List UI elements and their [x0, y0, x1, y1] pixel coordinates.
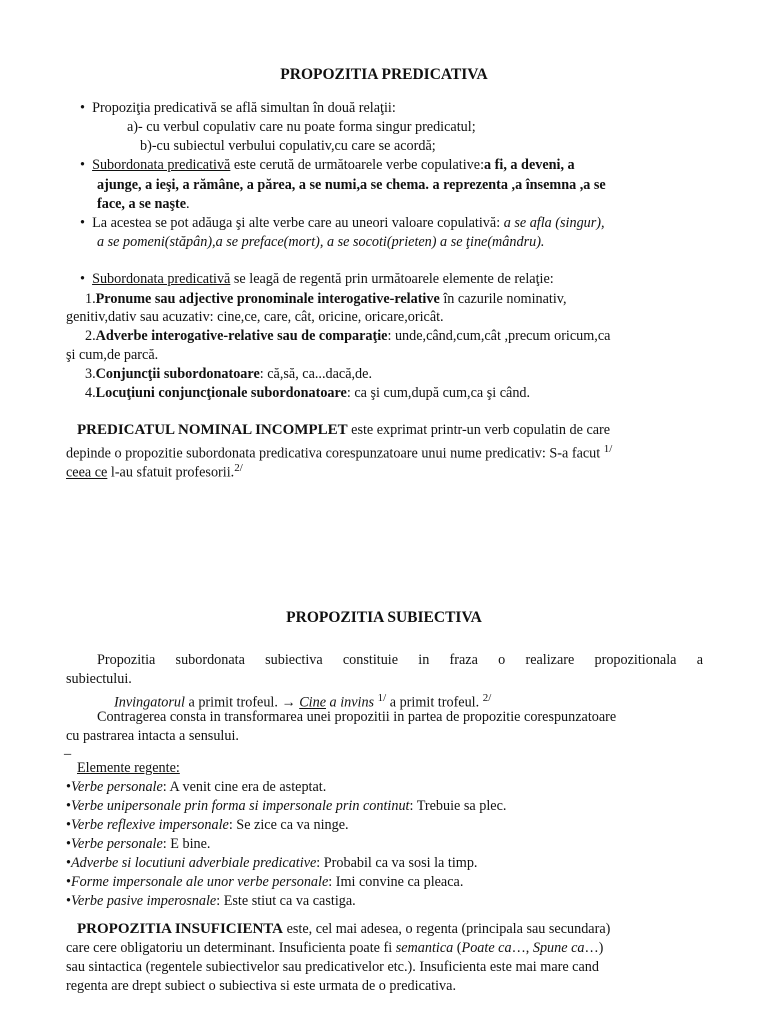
example-invins: a invins [326, 694, 378, 711]
example-text-2: a primit trofeul. [386, 694, 483, 711]
dash-mark: _ [64, 741, 72, 757]
bullet-2-text: este cerută de următoarele verbe copulative: [230, 157, 485, 173]
list-item-italic: Verbe personale [70, 836, 163, 852]
page-title-subiectiva: PROPOZITIA SUBIECTIVA [286, 609, 482, 626]
list-item: •Adverbe si locutiuni adverbiale predicative: Probabil ca va sosi la timp. [66, 855, 478, 871]
pn-frac-2: 2/ [234, 462, 243, 474]
element-3 [85, 365, 372, 383]
pi-text-1: este, cel mai adesea, o regenta (principala sau secundara) [283, 921, 611, 937]
bullet-2-bold-1: a fi, a deveni, a [484, 157, 575, 173]
element-4-text: : ca şi cum,după cum,ca şi când. [346, 385, 531, 401]
subj-para-2a: Contragerea consta in transformarea unei propozitii in partea de propozitie corespunzatoare [97, 709, 617, 725]
list-item-italic: Forme impersonale ale unor verbe personale [70, 874, 329, 890]
pn-line-1 [77, 421, 610, 439]
element-3-bold: Conjuncţii subordonatoare [95, 366, 260, 382]
list-item-italic: Adverbe si locutiuni adverbiale predicative [70, 855, 317, 871]
bullet-2-line3 [97, 195, 190, 213]
bullet-1-text: Propoziţia predicativă se află simultan în două relaţii: [92, 100, 396, 116]
pn-line-2-text: depinde o propozitie subordonata predicativa corespunzatoare unui nume predicativ: S-a facut [66, 445, 604, 462]
subj-para-1a: Propozitia subordonata subiectiva constituie in fraza o realizare propozitionala a [97, 652, 703, 668]
list-item-text: : Se zice ca va ninge. [228, 817, 349, 833]
bullet-1: • Propoziţia predicativă se află simultan în două relaţii: [80, 100, 396, 116]
pi-bold: PROPOZITIA INSUFICIENTA [77, 921, 284, 937]
list-item-italic: Verbe personale [70, 779, 163, 795]
list-item-text: : E bine. [162, 836, 211, 852]
bullet-4-text: se leagă de regentă prin următoarele elemente de relaţie: [230, 271, 554, 287]
list-item: •Forme impersonale ale unor verbe personale: Imi convine ca pleaca. [66, 874, 464, 890]
element-1 [85, 290, 567, 308]
element-1-num: 1. [85, 291, 96, 307]
bullet-2-bold-3: face, a se naşte [97, 196, 187, 212]
bullet-2: • Subordonata predicativă este cerută de următoarele verbe copulative:a fi, a deveni, a [80, 157, 575, 173]
pi-line-2 [66, 939, 603, 957]
example-text: a primit trofeul. [184, 694, 282, 711]
list-item: •Verbe pasive imperosnale: Este stiut ca va castiga. [66, 893, 356, 909]
element-1-text: în cazurile nominativ, [439, 291, 567, 307]
elements-title: Elemente regente: [77, 760, 180, 776]
list-item-text: : Este stiut ca va castiga. [216, 893, 356, 909]
list-item: •Verbe personale: E bine. [66, 836, 211, 852]
bullet-4-underlined: Subordonata predicativă [92, 271, 231, 287]
list-item-text: : Trebuie sa plec. [409, 798, 507, 814]
subj-para-2b: cu pastrarea intacta a sensului. [66, 728, 239, 744]
subj-para-1b: subiectului. [66, 671, 132, 687]
pi-poate: Poate ca [461, 940, 512, 956]
list-item: •Verbe reflexive impersonale: Se zice ca va ninge. [66, 817, 349, 833]
element-2 [85, 327, 610, 345]
pn-frac-1: 1/ [603, 443, 613, 455]
element-1-cont: genitiv,dativ sau acuzativ: cine,ce, care, cât, oricine, oricare,oricât. [66, 309, 444, 325]
list-item-text: : A venit cine era de asteptat. [162, 779, 327, 795]
pi-line-4: regenta are drept subiect o subiectiva si este urmata de o predicativa. [66, 978, 456, 994]
bullet-2-end: . [186, 196, 190, 212]
bullet-1-b: b)-cu subiectul verbului copulativ,cu care se acordă; [140, 138, 436, 154]
pi-close: …) [584, 940, 604, 956]
bullet-2-underlined: Subordonata predicativă [92, 157, 231, 173]
list-item-text: : Imi convine ca pleaca. [328, 874, 464, 890]
example-italic: Invingatorul [114, 694, 185, 711]
pi-paren: ( [453, 940, 462, 956]
bullet-1-a: a)- cu verbul copulativ care nu poate forma singur predicatul; [127, 119, 476, 135]
element-3-num: 3. [85, 366, 96, 382]
arrow-icon: → [281, 694, 300, 711]
pn-line-3-text: l-au sfatuit profesorii. [107, 464, 235, 481]
pi-comma: …, [511, 940, 533, 956]
element-1-bold: Pronume sau adjective pronominale interogative-relative [95, 291, 440, 307]
example-cine: Cine [299, 694, 326, 711]
bullet-3-italic-1: a se afla (singur), [503, 215, 605, 231]
pi-semantica: semantica [395, 940, 454, 956]
element-4-bold: Locuţiuni conjuncţionale subordonatoare [95, 385, 347, 401]
bullet-4: • Subordonata predicativă se leagă de regentă prin următoarele elemente de relaţie: [80, 271, 554, 287]
example-frac-1: 1/ [377, 692, 387, 704]
list-item-italic: Verbe pasive imperosnale [70, 893, 217, 909]
element-2-num: 2. [85, 328, 96, 344]
example-frac-2: 2/ [482, 692, 492, 704]
pn-line-3 [66, 459, 243, 482]
bullet-3: • La acestea se pot adăuga şi alte verbe care au uneori valoare copulativă: a se afla (singur), [80, 215, 605, 231]
list-item: •Verbe personale: A venit cine era de asteptat. [66, 779, 327, 795]
pi-line-1 [77, 920, 610, 938]
pi-line-3: sau sintactica (regentele subiectivelor sau predicativelor etc.). Insuficienta este mai mare cand [66, 959, 599, 975]
element-2-cont: şi cum,de parcă. [66, 347, 159, 363]
bullet-2-bold-2: ajunge, a ieşi, a rămâne, a părea, a se numi,a se chema. a reprezenta ,a însemna ,a se [97, 177, 606, 193]
page-title-predicativa: PROPOZITIA PREDICATIVA [280, 66, 488, 83]
list-item: •Verbe unipersonale prin forma si impersonale prin continut: Trebuie sa plec. [66, 798, 507, 814]
element-2-text: : unde,când,cum,cât ,precum oricum,ca [387, 328, 611, 344]
element-2-bold: Adverbe interogative-relative sau de comparaţie [95, 328, 388, 344]
pi-spune: Spune ca [532, 940, 585, 956]
list-item-italic: Verbe unipersonale prin forma si impersonale prin continut [70, 798, 410, 814]
pn-text: este exprimat printr-un verb copulatin de care [347, 422, 611, 438]
pn-underlined: ceea ce [66, 464, 108, 481]
pn-bold: PREDICATUL NOMINAL INCOMPLET [77, 422, 348, 438]
list-item-italic: Verbe reflexive impersonale [70, 817, 229, 833]
element-3-text: : că,să, ca...dacă,de. [259, 366, 372, 382]
list-item-text: : Probabil ca va sosi la timp. [316, 855, 478, 871]
element-4-num: 4. [85, 385, 96, 401]
bullet-3-italic-2: a se pomeni(stăpân),a se preface(mort), a se socoti(prieten) a se ţine(mândru). [97, 234, 545, 250]
pi-line-2-text: care cere obligatoriu un determinant. Insuficienta poate fi [66, 940, 396, 956]
bullet-3-text: La acestea se pot adăuga şi alte verbe care au uneori valoare copulativă: [92, 215, 504, 231]
element-4 [85, 384, 530, 402]
